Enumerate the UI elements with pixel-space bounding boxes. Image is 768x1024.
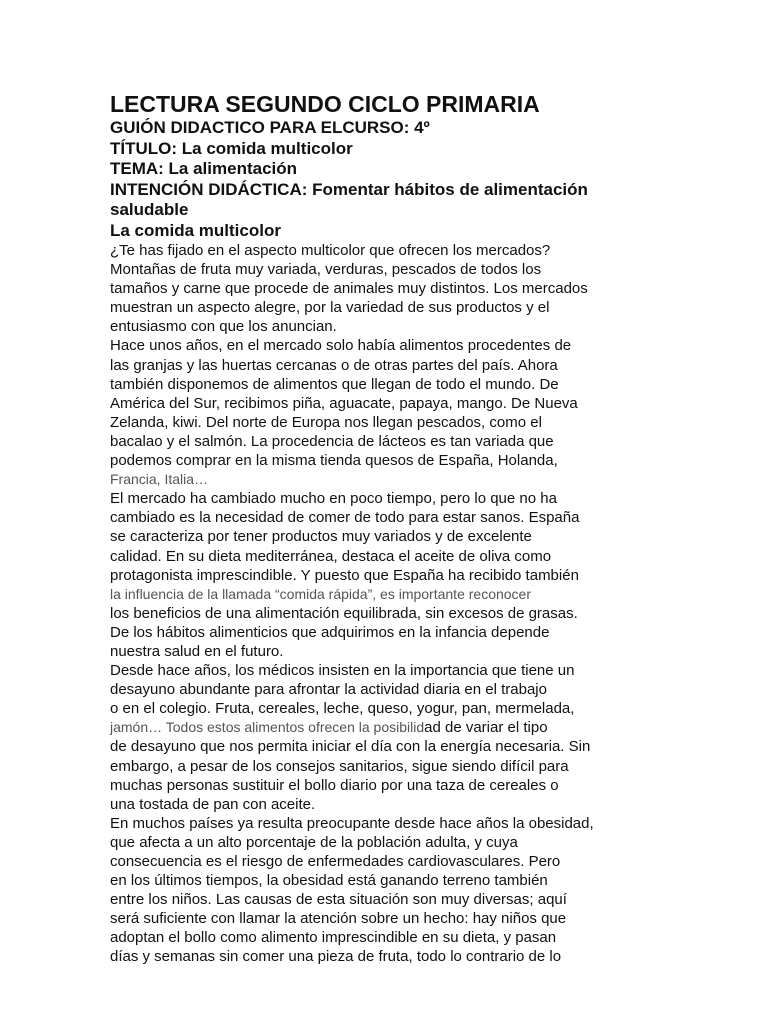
body-text-segment: de desayuno que nos permita iniciar el día con la energía necesaria. Sin [110, 738, 591, 756]
body-text-segment: podemos comprar en la misma tienda quesos de España, Holanda, [110, 452, 558, 470]
body-text-line [110, 737, 730, 756]
body-text-segment: las granjas y las huertas cercanas o de otras partes del país. Ahora [110, 356, 558, 374]
body-text-line [110, 604, 730, 623]
body-text-line [110, 356, 730, 375]
body-text-line [110, 260, 730, 279]
body-text-segment: En muchos países ya resulta preocupante desde hace años la obesidad, [110, 814, 594, 832]
body-text-line [110, 909, 730, 928]
body-text-segment: Montañas de fruta muy variada, verduras, pescados de todos los [110, 261, 542, 279]
body-text-line [110, 776, 730, 795]
body-text-segment: se caracteriza por tener productos muy variados y de excelente [110, 528, 532, 546]
body-text-segment: ¿Te has fijado en el aspecto multicolor que ofrecen los mercados? [110, 242, 551, 259]
body-text-segment: calidad. En su dieta mediterránea, destaca el aceite de oliva como [110, 547, 552, 565]
body-text-segment: entre los niños. Las causas de esta situación son muy diversas; aquí [110, 891, 567, 909]
body-text-line [110, 451, 730, 470]
titulo-heading: TÍTULO: La comida multicolor [110, 138, 353, 158]
body-text-segment: entusiasmo con que los anuncian. [110, 318, 337, 336]
body-text-line [110, 947, 730, 966]
body-text-line [110, 336, 730, 355]
body-text-segment: una tostada de pan con aceite. [110, 795, 316, 813]
body-text-segment: muchas personas sustituir el bollo diario por una taza de cereales o [110, 776, 559, 794]
body-text-line [110, 928, 730, 947]
body-text-segment: consecuencia es el riesgo de enfermedades cardiovasculares. Pero [110, 853, 561, 870]
body-text-faded-segment: Francia, Italia… [110, 471, 209, 488]
intencion-heading-continued: saludable [110, 200, 189, 219]
body-text-line [110, 833, 730, 852]
body-text-line [110, 432, 730, 451]
body-text-line [110, 795, 730, 814]
body-text-line [110, 623, 730, 642]
body-text-line [110, 470, 730, 489]
body-text-line [110, 566, 730, 585]
body-text-segment: bacalao y el salmón. La procedencia de lácteos es tan variada que [110, 432, 554, 450]
body-text-line [110, 814, 730, 833]
body-text-segment: muestran un aspecto alegre, por la variedad de sus productos y el [110, 299, 550, 317]
body-text-segment: El mercado ha cambiado mucho en poco tiempo, pero lo que no ha [110, 490, 557, 508]
body-text-segment: también disponemos de alimentos que llegan de todo el mundo. De [110, 375, 559, 393]
body-text-segment: en los últimos tiempos, la obesidad está ganando terreno también [110, 872, 548, 890]
document-page [110, 90, 730, 967]
body-text-segment: tamaños y carne que procede de animales muy distintos. Los mercados [110, 280, 588, 298]
body-text-line [110, 757, 730, 776]
body-text-line [110, 547, 730, 566]
body-text-segment: ad de variar el tipo [424, 719, 548, 737]
body-text-segment: cambiado es la necesidad de comer de todo para estar sanos. España [110, 509, 580, 527]
body-text-segment: los beneficios de una alimentación equilibrada, sin excesos de grasas. [110, 604, 578, 622]
body-text-line [110, 585, 730, 604]
body-text-line [110, 680, 730, 699]
body-text-line [110, 317, 730, 336]
guion-heading: GUIÓN DIDACTICO PARA ELCURSO: 4º [110, 118, 430, 137]
body-text-line [110, 852, 730, 871]
body-text-segment: desayuno abundante para afrontar la actividad diaria en el trabajo [110, 681, 547, 699]
body-text-line [110, 413, 730, 432]
body-text-segment: De los hábitos alimenticios que adquirimos en la infancia depende [110, 623, 550, 641]
body-text-line [110, 699, 730, 718]
body-text-segment: Hace unos años, en el mercado solo había alimentos procedentes de [110, 337, 572, 355]
body-text-segment: será suficiente con llamar la atención sobre un hecho: hay niños que [110, 910, 567, 928]
body-text-segment: protagonista imprescindible. Y puesto que España ha recibido también [110, 566, 579, 584]
tema-heading: TEMA: La alimentación [110, 159, 298, 178]
body-text-segment: América del Sur, recibimos piña, aguacate, papaya, mango. De Nueva [110, 394, 578, 412]
body-text-segment: Desde hace años, los médicos insisten en la importancia que tiene un [110, 662, 575, 680]
body-text-line [110, 375, 730, 394]
reading-subtitle: La comida multicolor [110, 220, 281, 240]
body-text-line [110, 527, 730, 546]
body-text-line [110, 718, 730, 737]
body-text-line [110, 890, 730, 909]
body-text-line [110, 642, 730, 661]
body-text-line [110, 489, 730, 508]
body-text-segment: nuestra salud en el futuro. [110, 642, 284, 660]
body-text-faded-segment: la influencia de la llamada “comida rápida”, es importante reconocer [110, 585, 531, 602]
body-text-line [110, 298, 730, 317]
body-text-line [110, 661, 730, 680]
body-text-segment: días y semanas sin comer una pieza de fruta, todo lo contrario de lo [110, 948, 562, 966]
body-text-segment: adoptan el bollo como alimento imprescindible en su dieta, y pasan [110, 929, 557, 947]
body-text-segment: que afecta a un alto porcentaje de la población adulta, y cuya [110, 833, 518, 851]
body-text-line [110, 508, 730, 527]
body-text-faded-segment: jamón… Todos estos alimentos ofrecen la posibilid [110, 719, 425, 736]
reading-body [110, 241, 730, 967]
body-text-segment: embargo, a pesar de los consejos sanitarios, sigue siendo difícil para [110, 757, 569, 775]
body-text-segment: Zelanda, kiwi. Del norte de Europa nos llegan pescados, como el [110, 413, 542, 431]
body-text-line [110, 241, 730, 260]
body-text-segment: o en el colegio. Fruta, cereales, leche, queso, yogur, pan, mermelada, [110, 700, 575, 718]
body-text-line [110, 871, 730, 890]
document-title: LECTURA SEGUNDO CICLO PRIMARIA [110, 91, 540, 117]
body-text-line [110, 279, 730, 298]
body-text-line [110, 394, 730, 413]
intencion-heading: INTENCIÓN DIDÁCTICA: Fomentar hábitos de alimentación [110, 179, 588, 199]
